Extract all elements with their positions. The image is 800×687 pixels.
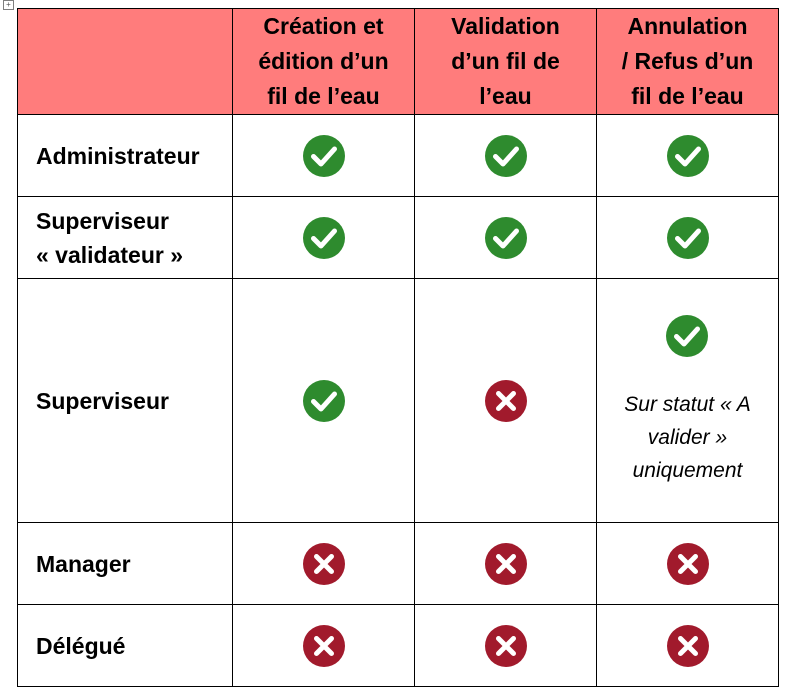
header-corner-cell xyxy=(18,9,233,115)
permission-cell xyxy=(415,523,597,605)
column-header-validation: Validation d’un fil de l’eau xyxy=(415,9,597,115)
check-circle-icon xyxy=(666,134,710,178)
table-row-administrateur xyxy=(18,115,779,197)
check-circle-icon xyxy=(666,216,710,260)
permission-cell xyxy=(597,115,779,197)
check-circle-icon xyxy=(484,134,528,178)
x-circle-icon xyxy=(666,542,710,586)
permission-cell xyxy=(233,605,415,687)
check-circle-icon xyxy=(484,216,528,260)
permission-cell xyxy=(233,115,415,197)
check-circle-icon xyxy=(302,379,346,423)
row-label: Manager xyxy=(18,523,233,605)
header-row xyxy=(18,9,779,115)
table-row-delegue xyxy=(18,605,779,687)
permission-cell xyxy=(597,197,779,279)
table-row-superviseur xyxy=(18,279,779,523)
x-circle-icon xyxy=(484,379,528,423)
column-header-creation: Création et édition d’un fil de l’eau xyxy=(233,9,415,115)
check-circle-icon xyxy=(302,134,346,178)
permissions-table xyxy=(17,8,779,687)
x-circle-icon xyxy=(484,624,528,668)
x-circle-icon xyxy=(302,624,346,668)
row-label: Administrateur xyxy=(18,115,233,197)
permission-cell xyxy=(233,279,415,523)
permission-cell xyxy=(597,605,779,687)
x-circle-icon xyxy=(484,542,528,586)
x-circle-icon xyxy=(302,542,346,586)
check-circle-icon xyxy=(302,216,346,260)
permission-cell xyxy=(415,197,597,279)
condition-note: Sur statut « A valider » uniquement xyxy=(624,393,751,482)
table-row-superviseur-validateur xyxy=(18,197,779,279)
permission-cell xyxy=(415,605,597,687)
permission-cell xyxy=(233,523,415,605)
conditional-permission xyxy=(624,314,750,487)
permission-cell xyxy=(415,115,597,197)
row-label: Superviseur xyxy=(18,279,233,523)
permission-cell xyxy=(597,523,779,605)
permission-cell xyxy=(597,279,779,523)
table-row-manager xyxy=(18,523,779,605)
check-circle-icon xyxy=(665,314,709,358)
table-anchor-handle[interactable]: + xyxy=(3,0,14,10)
permission-cell xyxy=(415,279,597,523)
x-circle-icon xyxy=(666,624,710,668)
row-label: Superviseur « validateur » xyxy=(18,197,233,279)
permission-cell xyxy=(233,197,415,279)
column-header-annulation: Annulation / Refus d’un fil de l’eau xyxy=(597,9,779,115)
row-label: Délégué xyxy=(18,605,233,687)
